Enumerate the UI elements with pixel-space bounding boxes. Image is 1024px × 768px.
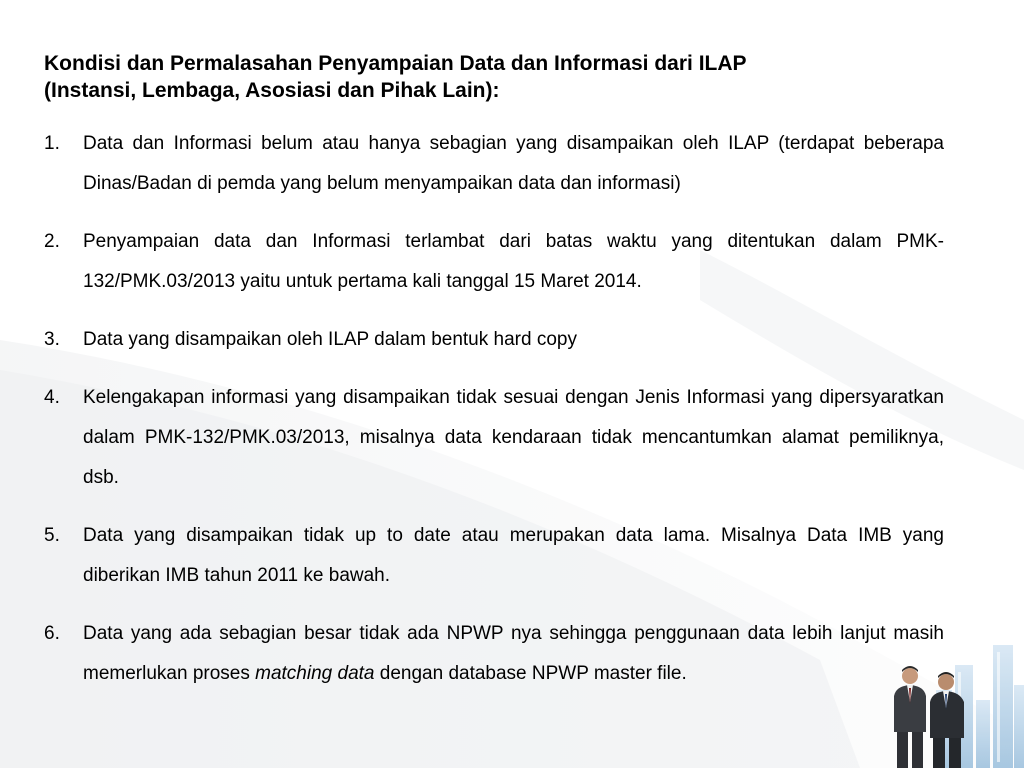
list-item-2 (44, 222, 944, 302)
list-item-number: 6. (44, 623, 60, 644)
list-item-3 (44, 320, 944, 360)
list-item-text: Penyampaian data dan Informasi terlambat dari batas waktu yang ditentukan dalam PMK-132/PMK.03/2013 yaitu untuk pertama kali tanggal 15 Maret 2014. (83, 231, 944, 292)
list-item-text: Kelengakapan informasi yang disampaikan tidak sesuai dengan Jenis Informasi yang dipersyaratkan dalam PMK-132/PMK.03/2013, misalnya data kendaraan tidak mencantumkan alamat pemiliknya, dsb. (83, 387, 944, 488)
list-item-number: 5. (44, 525, 60, 546)
list-item-number: 4. (44, 387, 60, 408)
list-item-text: Data dan Informasi belum atau hanya sebagian yang disampaikan oleh ILAP (terdapat beberapa Dinas/Badan di pemda yang belum menyampaikan data dan informasi) (83, 133, 944, 194)
problem-list (44, 124, 944, 712)
list-item-text: Data yang disampaikan oleh ILAP dalam bentuk hard copy (83, 329, 577, 350)
slide-title (44, 50, 944, 104)
list-item-number: 1. (44, 133, 60, 154)
businessmen-illustration (880, 662, 975, 768)
list-item-number: 2. (44, 231, 60, 252)
list-item-4 (44, 378, 944, 498)
list-item-text-part: dengan database NPWP master file. (374, 663, 687, 684)
slide-title-line-2: (Instansi, Lembaga, Asosiasi dan Pihak Lain): (44, 79, 500, 102)
list-item-text (83, 614, 944, 694)
list-item-number: 3. (44, 329, 60, 350)
list-item-6 (44, 614, 944, 694)
list-item-text-part: Data yang ada sebagian besar tidak ada NPWP nya sehingga penggunaan data lebih lanjut masih memerlukan proses (83, 623, 944, 684)
list-item-5 (44, 516, 944, 596)
slide-title-line-1: Kondisi dan Permalasahan Penyampaian Data dan Informasi dari ILAP (44, 52, 747, 75)
list-item-text: Data yang disampaikan tidak up to date atau merupakan data lama. Misalnya Data IMB yang diberikan IMB tahun 2011 ke bawah. (83, 525, 944, 586)
list-item-1 (44, 124, 944, 204)
list-item-emphasis: matching data (255, 663, 375, 684)
